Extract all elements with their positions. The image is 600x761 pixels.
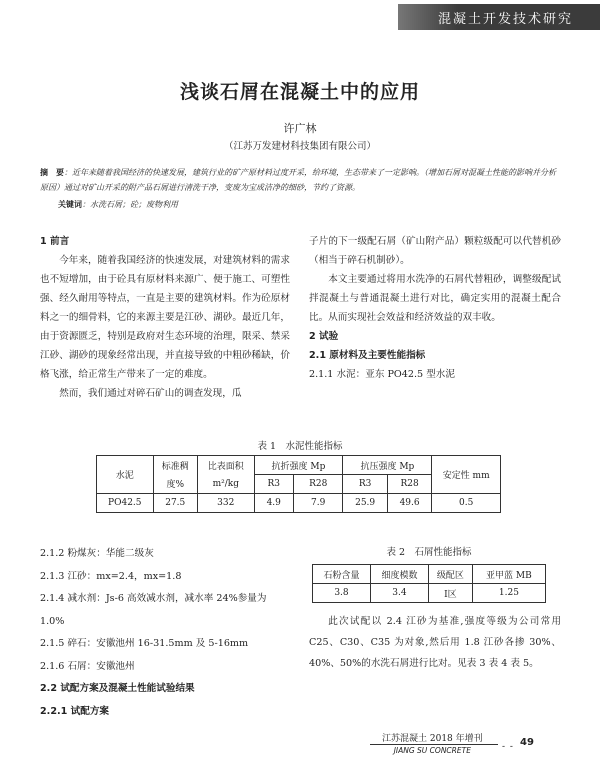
th-flex-r3: R3 (254, 475, 293, 494)
th-powder-content: 石粉含量 (313, 565, 371, 584)
subsection-heading-materials: 2.1 原材料及主要性能指标 (309, 350, 426, 361)
table2-caption: 表 2 石屑性能指标 (386, 547, 472, 558)
subsection-heading-scheme: 2.2 试配方案及混凝土性能试验结果 (40, 683, 195, 694)
intro-paragraph: 今年来，随着我国经济的快速发展，对建筑材料的需求也不短增加，由于砼具有原材料来源广、便于施工、可塑性强、经久耐用等特点，一直是主要的建筑材料。作为砼原材料之一的细骨料，它的来源主要是江砂、湖砂。最近几年，由于资源匮乏，特别是政府对生态环境的治理，限采、禁采江砂、湖砂的现象经常出现，并直接导致的中粗砂稀缺，价格飞涨，给正常生产带来了一定的难度。 (40, 255, 290, 380)
abstract (40, 165, 560, 195)
table1-caption: 表 1 水泥性能指标 (257, 441, 343, 452)
left-column (40, 232, 290, 403)
keywords-text: ：水洗石屑；砼；废物利用 (82, 200, 178, 209)
stone-chips-properties-table (312, 564, 546, 603)
intro-paragraph-2: 然而，我们通过对碎石矿山的调查发现，瓜 (59, 388, 242, 399)
th-compressive: 抗压强度 Mp (343, 456, 432, 475)
table-row (313, 584, 546, 603)
section-heading-test: 2 试验 (309, 331, 339, 342)
th-consistency-2: 度% (153, 475, 197, 494)
th-fineness-modulus: 细度模数 (370, 565, 428, 584)
journal-name-cn: 江苏混凝土 2018 年增刊 (382, 734, 483, 744)
materials-list (40, 543, 300, 723)
water-reducer-spec-cont: 1.0% (40, 615, 65, 627)
cell-powder-content: 3.8 (313, 584, 371, 603)
keywords (58, 199, 178, 210)
section-heading-intro: 1 前言 (40, 236, 70, 247)
fly-ash-spec: 2.1.2 粉煤灰：华能二级灰 (40, 548, 154, 559)
cement-spec: 2.1.1 水泥：亚东 PO42.5 型水泥 (309, 369, 455, 380)
page-number: 49 (520, 737, 534, 748)
cell-consistency: 27.5 (153, 494, 197, 513)
paper-title: 浅谈石屑在混凝土中的应用 (179, 81, 420, 103)
intro-continuation: 子片的下一级配石屑（矿山附产品）颗粒级配可以代替机砂（相当于碎石机制砂）。 (309, 236, 561, 266)
footer-dashes: - - (502, 742, 514, 752)
th-grading-zone: 级配区 (428, 565, 472, 584)
cell-surface-area: 332 (197, 494, 254, 513)
cell-flex-r3: 4.9 (254, 494, 293, 513)
journal-footer (382, 733, 483, 757)
cell-cement: PO42.5 (97, 494, 154, 513)
journal-name-en: JIANG SU CONCRETE (393, 746, 471, 755)
cell-comp-r3: 25.9 (343, 494, 387, 513)
section-banner (398, 4, 600, 30)
cell-grading-zone: Ⅰ区 (428, 584, 472, 603)
cell-soundness: 0.5 (432, 494, 501, 513)
th-methylene-blue: 亚甲蓝 MB (472, 565, 545, 584)
th-comp-r28: R28 (387, 475, 431, 494)
section-banner-text: 混凝土开发技术研究 (438, 12, 574, 27)
abstract-label: 摘 要 (40, 167, 64, 177)
cell-comp-r28: 49.6 (387, 494, 431, 513)
th-surface-area-2: m²/kg (197, 475, 254, 494)
footer-rule (370, 744, 498, 745)
table-row (97, 494, 501, 513)
cell-fineness-modulus: 3.4 (370, 584, 428, 603)
th-cement: 水泥 (97, 456, 154, 494)
river-sand-spec: 2.1.3 江砂：mx=2.4，mx=1.8 (40, 570, 182, 582)
th-comp-r3: R3 (343, 475, 387, 494)
stone-chips-spec: 2.1.6 石屑：安徽池州 (40, 660, 135, 672)
th-flexural: 抗折强度 Mp (254, 456, 343, 475)
cement-properties-table (96, 455, 501, 513)
trial-description: 此次试配以 2.4 江砂为基准,强度等级为公司常用 C25、C30、C35 为对象,然后用 1.8 江砂各掺 30%、40%、50%的水洗石屑进行比对。见表 3 表 4 表 5。 (309, 616, 561, 669)
abstract-text: ：近年来随着我国经济的快速发展，建筑行业的矿产原材料过度开采，给环境，生态带来了一定影响。（增加石屑对混凝土性能的影响并分析原因）通过对矿山开采的附产品石屑进行清洗干净，变废为宝成洁净的细砂，节约了资源。 (40, 168, 556, 192)
th-consistency-1: 标准稠 (153, 456, 197, 475)
subsection-heading-trial: 2.2.1 试配方案 (40, 705, 110, 717)
purpose-paragraph: 本文主要通过将用水洗净的石屑代替粗砂，调整级配试拌混凝土与普通混凝土进行对比，确定实用的混凝土配合比。从而实现社会效益和经济效益的双丰收。 (309, 274, 561, 323)
cell-methylene-blue: 1.25 (472, 584, 545, 603)
th-flex-r28: R28 (293, 475, 342, 494)
th-soundness: 安定性 mm (432, 456, 501, 494)
cell-flex-r28: 7.9 (293, 494, 342, 513)
th-surface-area-1: 比表面积 (197, 456, 254, 475)
keywords-label: 关键词 (58, 199, 82, 209)
right-column (309, 232, 561, 384)
gravel-spec: 2.1.5 碎石：安徽池州 16-31.5mm 及 5-16mm (40, 638, 249, 649)
author: 许广林 (283, 122, 317, 135)
water-reducer-spec: 2.1.4 减水剂：Js-6 高效减水剂，减水率 24%参量为 (40, 593, 267, 604)
affiliation: （江苏万发建材科技集团有限公司） (223, 141, 376, 152)
